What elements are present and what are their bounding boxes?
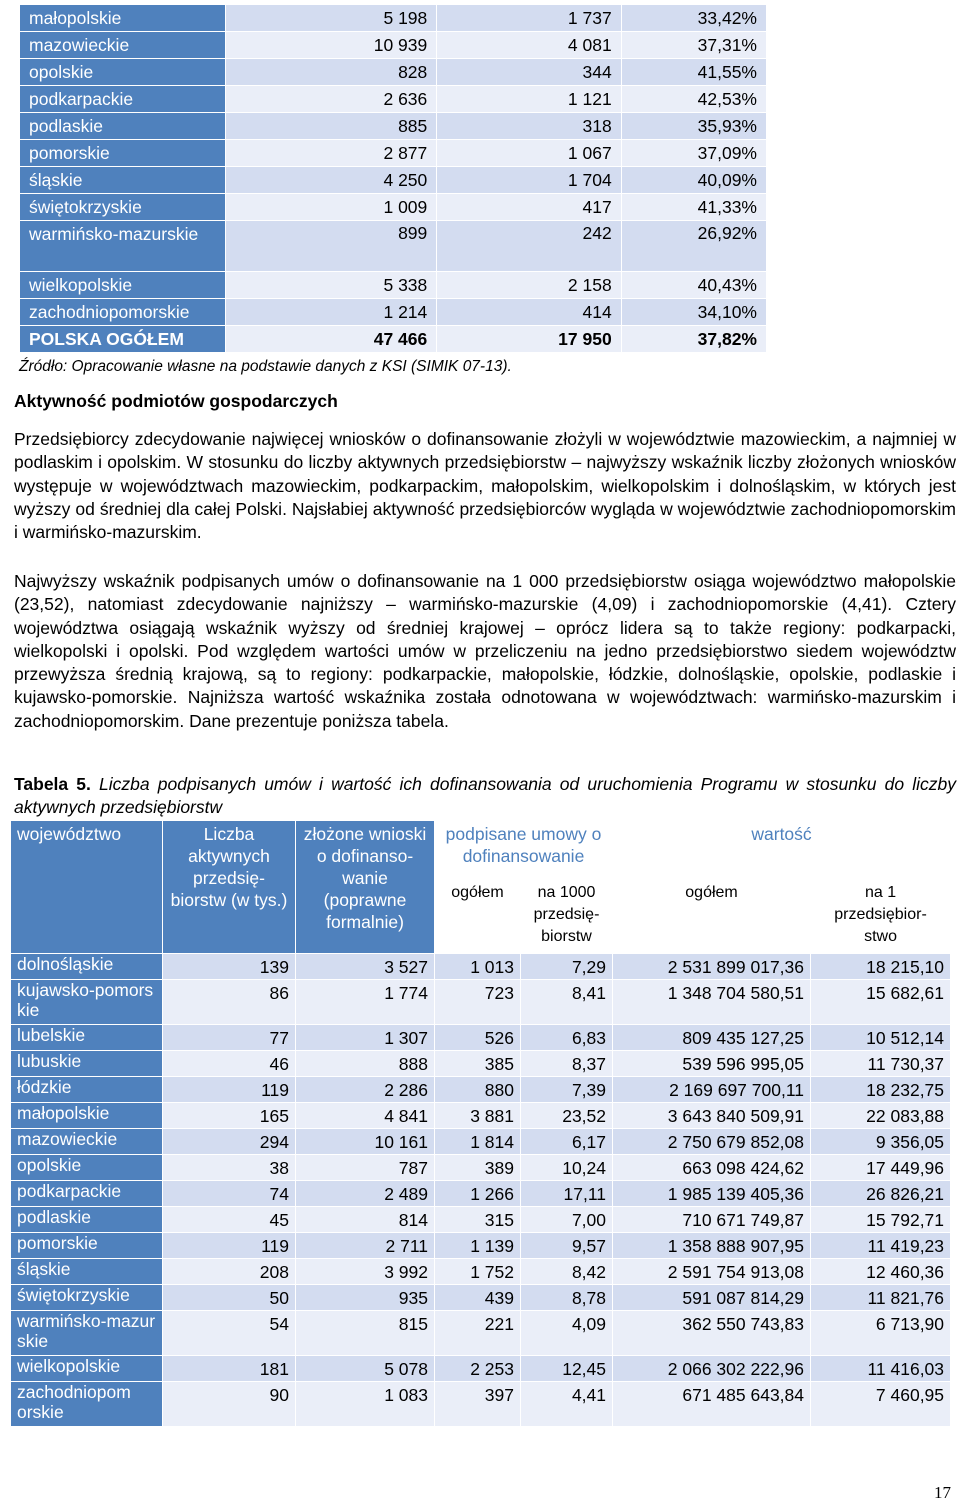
table-row (20, 5, 767, 32)
cell-firms: 165 (163, 1103, 296, 1129)
cell-applications: 935 (296, 1285, 435, 1311)
cell-signed: 880 (435, 1077, 521, 1103)
cell-signed-per: 8,37 (521, 1051, 613, 1077)
region-name: podkarpackie (20, 86, 226, 113)
cell-value: 899 (225, 221, 436, 272)
subheader-signed-per: na 1000 przedsię- biorstw (521, 880, 613, 954)
table-row (20, 32, 767, 59)
cell-signed-per: 6,83 (521, 1025, 613, 1051)
cell-firms: 54 (163, 1311, 296, 1356)
region-name: pomorskie (20, 140, 226, 167)
cell-signed-per: 7,39 (521, 1077, 613, 1103)
cell-value: 2 066 302 222,96 (613, 1356, 811, 1382)
cell-value: 417 (437, 194, 621, 221)
cell-value-per: 15 682,61 (811, 980, 951, 1025)
regions-table-container (19, 4, 767, 353)
region-name: małopolskie (20, 5, 226, 32)
cell-signed-per: 8,41 (521, 980, 613, 1025)
region-name: mazowieckie (20, 32, 226, 59)
cell-applications: 3 527 (296, 954, 435, 980)
header-value: wartość (613, 821, 951, 880)
cell-value: 2 877 (225, 140, 436, 167)
table-row (11, 1207, 951, 1233)
cell-firms: 208 (163, 1259, 296, 1285)
cell-value: 5 198 (225, 5, 436, 32)
cell-value: 1 737 (437, 5, 621, 32)
cell-value: 1 121 (437, 86, 621, 113)
caption-label: Tabela 5. (14, 774, 91, 794)
cell-value: 41,55% (621, 59, 766, 86)
cell-firms: 50 (163, 1285, 296, 1311)
cell-value: 809 435 127,25 (613, 1025, 811, 1051)
cell-value: 35,93% (621, 113, 766, 140)
region-name: podlaskie (20, 113, 226, 140)
cell-value: 2 636 (225, 86, 436, 113)
region-name: wielkopolskie (20, 272, 226, 299)
cell-value: 5 338 (225, 272, 436, 299)
cell-signed-per: 7,29 (521, 954, 613, 980)
region-name: wielkopolskie (11, 1356, 163, 1382)
region-name: małopolskie (11, 1103, 163, 1129)
table-row (11, 1129, 951, 1155)
cell-value: 828 (225, 59, 436, 86)
table-row (11, 1181, 951, 1207)
cell-applications: 1 774 (296, 980, 435, 1025)
caption-text: Liczba podpisanych umów i wartość ich dofinansowania od uruchomienia Programu w stosunku do liczby aktywnych przedsiębiorstw (14, 774, 956, 817)
table-row (11, 1311, 951, 1356)
header-region: województwo (11, 821, 163, 954)
subheader-signed-total: ogółem (435, 880, 521, 954)
cell-value-per: 17 449,96 (811, 1155, 951, 1181)
paragraph: Najwyższy wskaźnik podpisanych umów o dofinansowanie na 1 000 przedsiębiorstw osiąga województwo małopolskie (23,52), natomiast zdecydowanie najniższy – warmińsko-mazurskie (4,09) i zachodniopomorskie (4,41). Cztery województwa osiągają wskaźnik wyższy od średniej krajowej – oprócz lidera są to także regiony: podkarpacki, wielkopolski i opolski. Pod względem wartości umów w przeliczeniu na jedno przedsiębiorstwo siedem województw przewyższa średnią krajową, są to regiony: podkarpackie, małopolskie, łódzkie, dolnośląskie, opolskie, podlaskie i kujawsko-pomorskie. Najniższa wartość wskaźnika została odnotowana w województwach: warmińsko-mazurskim i zachodniopomorskim. Dane prezentuje poniższa tabela. (14, 571, 956, 731)
cell-signed: 1 139 (435, 1233, 521, 1259)
cell-firms: 38 (163, 1155, 296, 1181)
cell-firms: 90 (163, 1382, 296, 1427)
cell-value: 1 358 888 907,95 (613, 1233, 811, 1259)
cell-value: 710 671 749,87 (613, 1207, 811, 1233)
cell-value-per: 12 460,36 (811, 1259, 951, 1285)
region-name: świętokrzyskie (11, 1285, 163, 1311)
table-row (20, 140, 767, 167)
cell-value-per: 11 419,23 (811, 1233, 951, 1259)
cell-value: 2 591 754 913,08 (613, 1259, 811, 1285)
table-row (11, 1382, 951, 1427)
header-firms: Liczba aktywnych przedsię- biorstw (w tys.) (163, 821, 296, 954)
region-name: lubuskie (11, 1051, 163, 1077)
cell-value: 1 704 (437, 167, 621, 194)
region-name: zachodniopom orskie (11, 1382, 163, 1427)
table-row (20, 299, 767, 326)
page-number: 17 (934, 1483, 951, 1502)
cell-signed-per: 8,42 (521, 1259, 613, 1285)
cell-value: 17 950 (437, 326, 621, 353)
cell-signed: 2 253 (435, 1356, 521, 1382)
cell-firms: 119 (163, 1077, 296, 1103)
cell-signed-per: 8,78 (521, 1285, 613, 1311)
cell-value: 26,92% (621, 221, 766, 272)
table-row (20, 272, 767, 299)
cell-applications: 1 083 (296, 1382, 435, 1427)
table-row (20, 86, 767, 113)
cell-firms: 181 (163, 1356, 296, 1382)
table-row (11, 1103, 951, 1129)
cell-applications: 2 286 (296, 1077, 435, 1103)
cell-signed: 723 (435, 980, 521, 1025)
cell-signed-per: 4,09 (521, 1311, 613, 1356)
cell-applications: 5 078 (296, 1356, 435, 1382)
table-header-row (11, 821, 951, 880)
cell-value: 37,82% (621, 326, 766, 353)
cell-value-per: 7 460,95 (811, 1382, 951, 1427)
cell-signed-per: 17,11 (521, 1181, 613, 1207)
table-row (20, 167, 767, 194)
regions-table (19, 4, 767, 353)
cell-signed-per: 7,00 (521, 1207, 613, 1233)
cell-value: 539 596 995,05 (613, 1051, 811, 1077)
cell-value: 2 531 899 017,36 (613, 954, 811, 980)
cell-value-per: 10 512,14 (811, 1025, 951, 1051)
table-row (11, 1051, 951, 1077)
cell-applications: 3 992 (296, 1259, 435, 1285)
cell-value: 591 087 814,29 (613, 1285, 811, 1311)
region-name: łódzkie (11, 1077, 163, 1103)
cell-signed: 1 752 (435, 1259, 521, 1285)
table-row (11, 1259, 951, 1285)
cell-signed: 221 (435, 1311, 521, 1356)
cell-value-per: 22 083,88 (811, 1103, 951, 1129)
cell-value: 34,10% (621, 299, 766, 326)
cell-value: 1 067 (437, 140, 621, 167)
table-row (20, 194, 767, 221)
table-row (20, 113, 767, 140)
subheader-value-per: na 1 przedsiębior- stwo (811, 880, 951, 954)
header-signed: podpisane umowy o dofinansowanie (435, 821, 613, 880)
cell-signed: 3 881 (435, 1103, 521, 1129)
table-row (20, 221, 767, 272)
cell-value: 1 985 139 405,36 (613, 1181, 811, 1207)
table-row (20, 59, 767, 86)
cell-value: 344 (437, 59, 621, 86)
region-name: opolskie (20, 59, 226, 86)
cell-value: 2 158 (437, 272, 621, 299)
cell-value-per: 15 792,71 (811, 1207, 951, 1233)
table-row (11, 1155, 951, 1181)
cell-firms: 294 (163, 1129, 296, 1155)
cell-value: 4 250 (225, 167, 436, 194)
table-row (11, 980, 951, 1025)
cell-value: 1 348 704 580,51 (613, 980, 811, 1025)
cell-signed-per: 6,17 (521, 1129, 613, 1155)
region-name: świętokrzyskie (20, 194, 226, 221)
region-name: śląskie (11, 1259, 163, 1285)
cell-value-per: 9 356,05 (811, 1129, 951, 1155)
cell-applications: 10 161 (296, 1129, 435, 1155)
cell-value: 1 009 (225, 194, 436, 221)
region-name: podlaskie (11, 1207, 163, 1233)
region-name: podkarpackie (11, 1181, 163, 1207)
cell-value: 1 214 (225, 299, 436, 326)
cell-value-per: 6 713,90 (811, 1311, 951, 1356)
cell-signed: 1 266 (435, 1181, 521, 1207)
table-row (11, 1025, 951, 1051)
cell-value-per: 11 416,03 (811, 1356, 951, 1382)
cell-value: 362 550 743,83 (613, 1311, 811, 1356)
section-heading: Aktywność podmiotów gospodarczych (14, 391, 338, 411)
cell-signed-per: 23,52 (521, 1103, 613, 1129)
source-note: Źródło: Opracowanie własne na podstawie danych z KSI (SIMIK 07-13). (19, 358, 512, 375)
region-name: śląskie (20, 167, 226, 194)
cell-firms: 86 (163, 980, 296, 1025)
cell-applications: 2 489 (296, 1181, 435, 1207)
cell-signed-per: 12,45 (521, 1356, 613, 1382)
main-table-container (10, 820, 950, 1427)
cell-value: 40,09% (621, 167, 766, 194)
main-table (10, 820, 951, 1427)
cell-value: 671 485 643,84 (613, 1382, 811, 1427)
cell-value-per: 11 730,37 (811, 1051, 951, 1077)
cell-value: 33,42% (621, 5, 766, 32)
cell-applications: 2 711 (296, 1233, 435, 1259)
cell-firms: 74 (163, 1181, 296, 1207)
cell-value: 47 466 (225, 326, 436, 353)
cell-signed: 1 013 (435, 954, 521, 980)
region-name: warmińsko-mazurskie (20, 221, 226, 272)
cell-value: 2 169 697 700,11 (613, 1077, 811, 1103)
region-name: POLSKA OGÓŁEM (20, 326, 226, 353)
header-applications: złożone wnioski o dofinanso- wanie (poprawne formalnie) (296, 821, 435, 954)
region-name: kujawsko-pomorskie (11, 980, 163, 1025)
table-row (11, 1356, 951, 1382)
paragraph: Przedsiębiorcy zdecydowanie najwięcej wniosków o dofinansowanie złożyli w województwie mazowieckim, a najmniej w podlaskim i opolskim. W stosunku do liczby aktywnych przedsiębiorstw – najwyższy wskaźnik liczby złożonych wniosków występuje w województwach mazowieckim, podkarpackim, małopolskim, wielkopolskim i dolnośląskim, w których jest wyższy od średniej dla całej Polski. Najsłabiej aktywność przedsiębiorców wygląda w województwie zachodniopomorskim i warmińsko-mazurskim. (14, 429, 956, 543)
cell-firms: 119 (163, 1233, 296, 1259)
table-row (11, 1233, 951, 1259)
cell-value: 42,53% (621, 86, 766, 113)
table-row-total (20, 326, 767, 353)
cell-value: 37,09% (621, 140, 766, 167)
cell-applications: 888 (296, 1051, 435, 1077)
cell-value: 318 (437, 113, 621, 140)
cell-firms: 77 (163, 1025, 296, 1051)
cell-firms: 139 (163, 954, 296, 980)
cell-signed: 439 (435, 1285, 521, 1311)
region-name: warmińsko-mazurskie (11, 1311, 163, 1356)
cell-value: 242 (437, 221, 621, 272)
table-row (11, 1077, 951, 1103)
cell-value: 4 081 (437, 32, 621, 59)
subheader-value-total: ogółem (613, 880, 811, 954)
cell-signed: 389 (435, 1155, 521, 1181)
cell-firms: 46 (163, 1051, 296, 1077)
region-name: dolnośląskie (11, 954, 163, 980)
cell-value-per: 11 821,76 (811, 1285, 951, 1311)
cell-signed-per: 4,41 (521, 1382, 613, 1427)
cell-value-per: 26 826,21 (811, 1181, 951, 1207)
table-row (11, 954, 951, 980)
cell-signed-per: 9,57 (521, 1233, 613, 1259)
cell-value: 885 (225, 113, 436, 140)
cell-applications: 815 (296, 1311, 435, 1356)
table-row (11, 1285, 951, 1311)
region-name: zachodniopomorskie (20, 299, 226, 326)
cell-signed: 526 (435, 1025, 521, 1051)
cell-applications: 787 (296, 1155, 435, 1181)
region-name: mazowieckie (11, 1129, 163, 1155)
region-name: lubelskie (11, 1025, 163, 1051)
cell-value: 40,43% (621, 272, 766, 299)
cell-firms: 45 (163, 1207, 296, 1233)
cell-signed: 397 (435, 1382, 521, 1427)
table-caption (14, 773, 956, 819)
cell-applications: 4 841 (296, 1103, 435, 1129)
cell-applications: 814 (296, 1207, 435, 1233)
cell-value-per: 18 232,75 (811, 1077, 951, 1103)
cell-signed: 385 (435, 1051, 521, 1077)
cell-signed: 1 814 (435, 1129, 521, 1155)
cell-applications: 1 307 (296, 1025, 435, 1051)
region-name: pomorskie (11, 1233, 163, 1259)
cell-value: 10 939 (225, 32, 436, 59)
cell-value: 663 098 424,62 (613, 1155, 811, 1181)
region-name: opolskie (11, 1155, 163, 1181)
cell-value: 414 (437, 299, 621, 326)
cell-value: 41,33% (621, 194, 766, 221)
cell-value: 37,31% (621, 32, 766, 59)
cell-signed-per: 10,24 (521, 1155, 613, 1181)
cell-signed: 315 (435, 1207, 521, 1233)
cell-value: 3 643 840 509,91 (613, 1103, 811, 1129)
cell-value-per: 18 215,10 (811, 954, 951, 980)
cell-value: 2 750 679 852,08 (613, 1129, 811, 1155)
